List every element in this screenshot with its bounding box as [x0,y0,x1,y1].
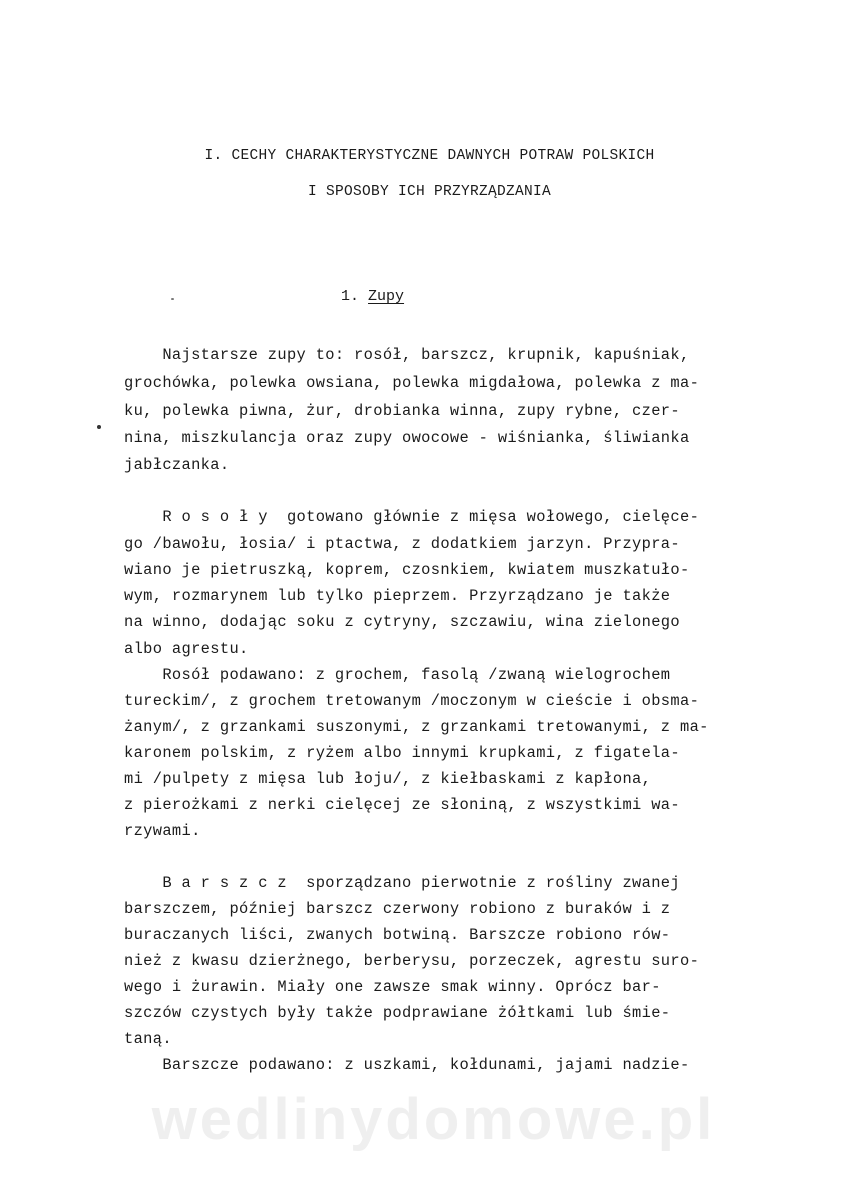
text-line: wego i żurawin. Miały one zawsze smak winny. Oprócz bar- [124,978,661,996]
text-line: wym, rozmarynem lub tylko pieprzem. Przyrządzano je także [124,587,671,605]
chapter-heading-line-1: I. CECHY CHARAKTERYSTYCZNE DAWNYCH POTRAW POLSKICH [204,148,655,164]
text-line: na winno, dodając soku z cytryny, szczawiu, wina zielonego [124,613,680,631]
text-line: grochówka, polewka owsiana, polewka migdałowa, polewka z ma- [124,374,700,392]
scan-speck [171,298,174,300]
text-line: B a r s z c z sporządzano pierwotnie z rośliny zwanej [124,874,680,892]
text-line: tureckim/, z grochem tretowanym /moczonym w cieście i obsma- [124,692,700,710]
text-line: R o s o ł y gotowano głównie z mięsa wołowego, cielęce- [124,508,700,526]
text-line: żanym/, z grzankami suszonymi, z grzankami tretowanymi, z ma- [124,718,709,736]
text-line: albo agrestu. [124,640,249,658]
text-line: taną. [124,1030,172,1048]
text-line: ku, polewka piwna, żur, drobianka winna, zupy rybne, czer- [124,402,680,420]
text-line: Rosół podawano: z grochem, fasolą /zwaną wielogrochem [124,666,671,684]
section-number: 1. [341,288,360,305]
section-title-text: Zupy [368,288,405,305]
text-line: buraczanych liści, zwanych botwiną. Barszcze robiono rów- [124,926,671,944]
text-line: rzywami. [124,822,201,840]
text-line: nież z kwasu dzierżnego, berberysu, porzeczek, agrestu suro- [124,952,700,970]
section-title [341,288,404,305]
scan-speck [97,425,101,429]
text-line: barszczem, później barszcz czerwony robiono z buraków i z [124,900,671,918]
text-line: go /bawołu, łosia/ i ptactwa, z dodatkiem jarzyn. Przypra- [124,535,680,553]
text-line: karonem polskim, z ryżem albo innymi krupkami, z figatela- [124,744,680,762]
text-line: Barszcze podawano: z uszkami, kołdunami, jajami nadzie- [124,1056,690,1074]
text-line: wiano je pietruszką, koprem, czosnkiem, kwiatem muszkatuło- [124,561,690,579]
text-line: mi /pulpety z mięsa lub łoju/, z kiełbaskami z kapłona, [124,770,652,788]
chapter-heading-line-2: I SPOSOBY ICH PRZYRZĄDZANIA [307,184,552,200]
watermark: wedlinydomowe.pl [151,1087,716,1152]
text-line: szczów czystych były także podprawiane żółtkami lub śmie- [124,1004,671,1022]
text-line: Najstarsze zupy to: rosół, barszcz, krupnik, kapuśniak, [124,346,690,364]
text-line: nina, miszkulancja oraz zupy owocowe - wiśnianka, śliwianka [124,429,690,447]
text-line: jabłczanka. [124,456,230,474]
text-line: z pierożkami z nerki cielęcej ze słoniną, z wszystkimi wa- [124,796,680,814]
